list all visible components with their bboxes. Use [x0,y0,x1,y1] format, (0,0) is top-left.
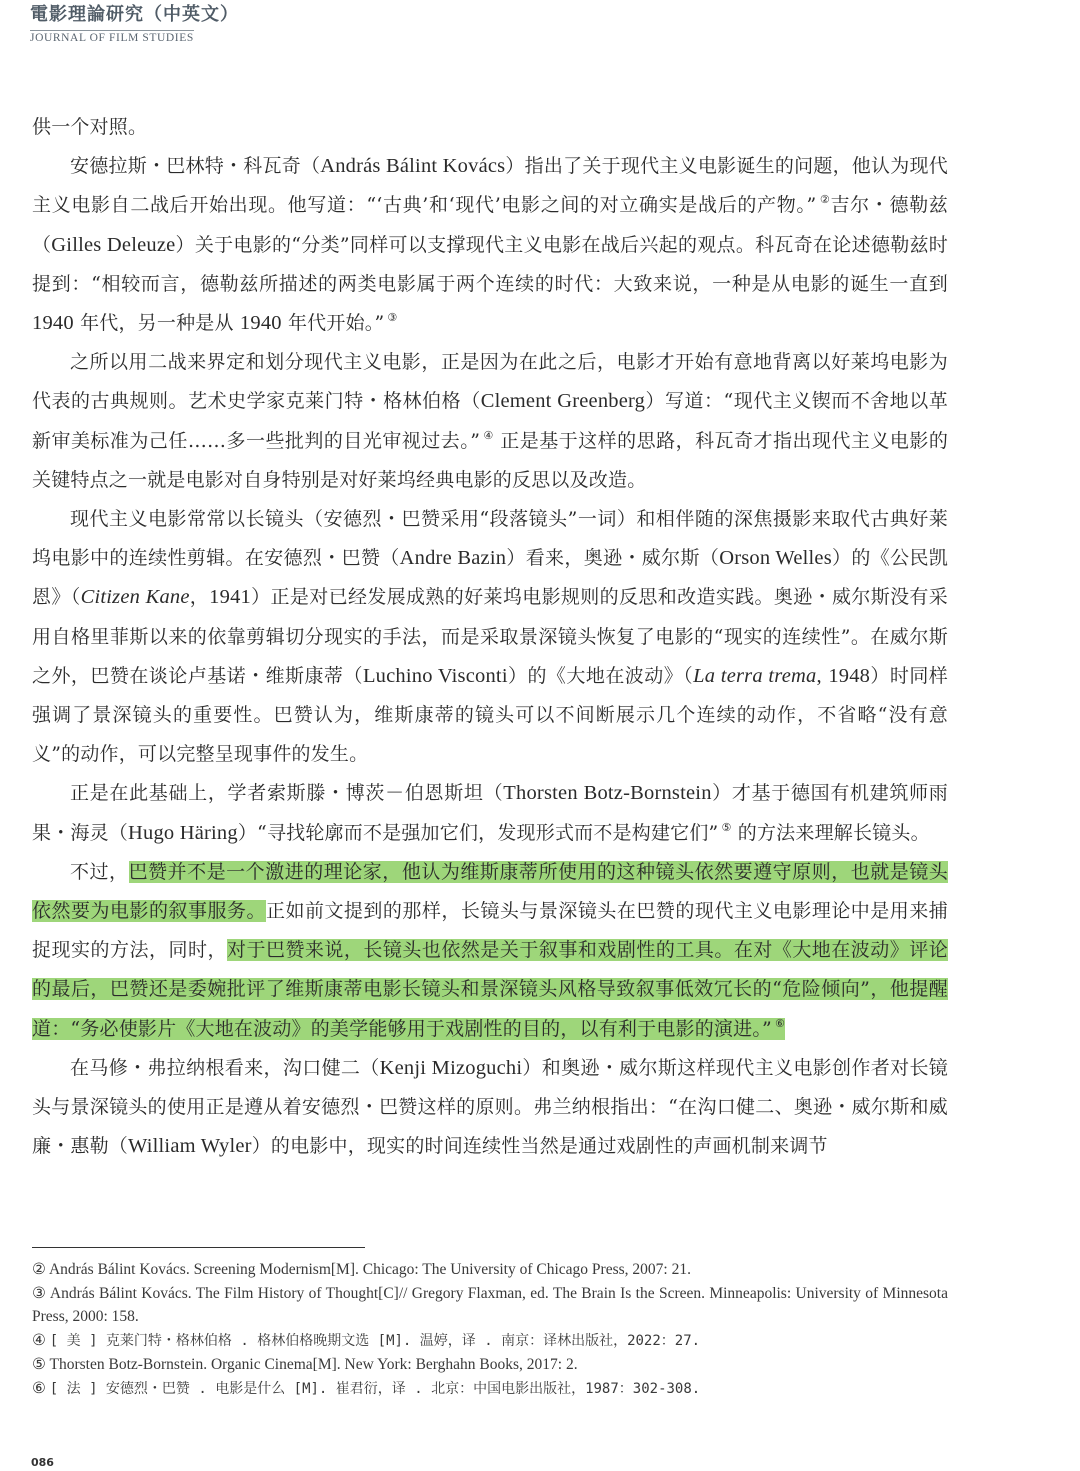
paragraph-0: 供一个对照。 [32,116,148,138]
footnote-item: ⑥ [ 法 ] 安德烈・巴赞 . 电影是什么 [M]. 崔君衍，译 . 北京：中国电影出版社，1987：302-308. [32,1379,701,1397]
journal-title-en: JOURNAL OF FILM STUDIES [30,32,194,44]
footnote-item: ② András Bálint Kovács. Screening Modernism[M]. Chicago: The University of Chicago Press, 2007: 21. [32,1261,691,1278]
highlight-2: 对于巴赞来说，长镜头也依然是关于叙事和戏剧性的工具。在对《大地在波动》评论的最后，巴赞还是委婉批评了维斯康蒂电影长镜头和景深镜头风格导致叙事低效冗长的“危险倾向”，他提醒道：“务必使影片《大地在波动》的美学能够用于戏剧性的目的，以有利于电影的演进。” ⑥ [32,939,948,1040]
paragraph-6: 在马修・弗拉纳根看来，沟口健二（Kenji Mizoguchi）和奥逊・威尔斯这样现代主义电影创作者对长镜头与景深镜头的使用正是遵从着安德烈・巴赞这样的原则。弗兰纳根指出：“在沟口健二、奥逊・威尔斯和威廉・惠勒（William Wyler）的电影中，现实的时间连续性当然是通过戏剧性的声画机制来调节 [32,1056,948,1158]
footnote-ref[interactable]: ⑤ [721,820,732,834]
footnote-ref[interactable]: ② [819,193,831,207]
paragraph-3: 现代主义电影常常以长镜头（安德烈・巴赞采用“段落镜头”一词）和相伴随的深焦摄影来取代古典好莱坞电影中的连续性剪辑。在安德烈・巴赞（Andre Bazin）看来，奥逊・威尔斯（Orson Welles）的《公民凯恩》（Citizen Kane，1941）正是对已经发展成熟的好莱坞电影规则的反思和改造实践。奥逊・威尔斯没有采用自格里菲斯以来的依靠剪辑切分现实的手法，而是采取景深镜头恢复了电影的“现实的连续性”。在威尔斯之外，巴赞在谈论卢基诺・维斯康蒂（Luchino Visconti）的《大地在波动》（La terra trema, 1948）时同样强调了景深镜头的重要性。巴赞认为，维斯康蒂的镜头可以不间断展示几个连续的动作，不省略“没有意义”的动作，可以完整呈现事件的发生。 [32,508,949,766]
article-body [32,108,948,1166]
footnote-ref[interactable]: ③ [387,311,398,325]
footnote-item: ④ [ 美 ] 克莱门特・格林伯格 . 格林伯格晚期文选 [M]. 温婷，译 . 南京：译林出版社，2022：27. [32,1331,701,1349]
footnote-ref[interactable]: ④ [483,428,494,442]
footnotes [32,1258,948,1401]
paragraph-1: 安德拉斯・巴林特・科瓦奇（András Bálint Kovács）指出了关于现代主义电影诞生的问题，他认为现代主义电影自二战后开始出现。他写道：“‘古典’和‘现代’电影之间的对立确实是战后的产物。” ②吉尔・德勒兹（Gilles Deleuze）关于电影的“分类”同样可以支撑现代主义电影在战后兴起的观点。科瓦奇在论述德勒兹时提到：“相较而言，德勒兹所描述的两类电影属于两个连续的时代：大致来说，一种是从电影的诞生一直到 1940 年代，另一种是从 1940 年代开始。” ③ [32,155,949,335]
footnote-ref[interactable]: ⑥ [774,1016,785,1030]
paragraph-5: 不过，巴赞并不是一个激进的理论家，他认为维斯康蒂所使用的这种镜头依然要遵守原则，也就是镜头依然要为电影的叙事服务。正如前文提到的那样，长镜头与景深镜头在巴赞的现代主义电影理论中是用来捕捉现实的方法，同时，对于巴赞来说，长镜头也依然是关于叙事和戏剧性的工具。在对《大地在波动》评论的最后，巴赞还是委婉批评了维斯康蒂电影长镜头和景深镜头风格导致叙事低效冗长的“危险倾向”，他提醒道：“务必使影片《大地在波动》的美学能够用于戏剧性的目的，以有利于电影的演进。” ⑥ [32,860,948,1040]
footnote-item: ③ András Bálint Kovács. The Film History of Thought[C]// Gregory Flaxman, ed. The Brain Is the Screen. Minneapolis: University of Minnesota Press, 2000: 158. [32,1284,948,1325]
highlight-1: 巴赞并不是一个激进的理论家，他认为维斯康蒂所使用的这种镜头依然要遵守原则，也就是镜头依然要为电影的叙事服务。 [32,860,948,923]
footnote-divider [32,1247,365,1248]
paragraph-4: 正是在此基础上，学者索斯滕・博茨－伯恩斯坦（Thorsten Botz-Bornstein）才基于德国有机建筑师雨果・海灵（Hugo Häring）“寻找轮廓而不是强加它们，发现形式而不是构建它们” ⑤ 的方法来理解长镜头。 [32,782,948,844]
page-number: 086 [31,1456,54,1469]
paragraph-2: 之所以用二战来界定和划分现代主义电影，正是因为在此之后，电影才开始有意地背离以好莱坞电影为代表的古典规则。艺术史学家克莱门特・格林伯格（Clement Greenberg）写道：“现代主义锲而不舍地以革新审美标准为己任……多一些批判的目光审视过去。” ④ 正是基于这样的思路，科瓦奇才指出现代主义电影的关键特点之一就是电影对自身特别是对好莱坞经典电影的反思以及改造。 [32,351,949,491]
journal-header [30,4,239,45]
footnote-item: ⑤ Thorsten Botz-Bornstein. Organic Cinema[M]. New York: Berghahn Books, 2017: 2. [32,1356,578,1373]
journal-title-cn: 電影理論研究（中英文） [30,4,239,25]
